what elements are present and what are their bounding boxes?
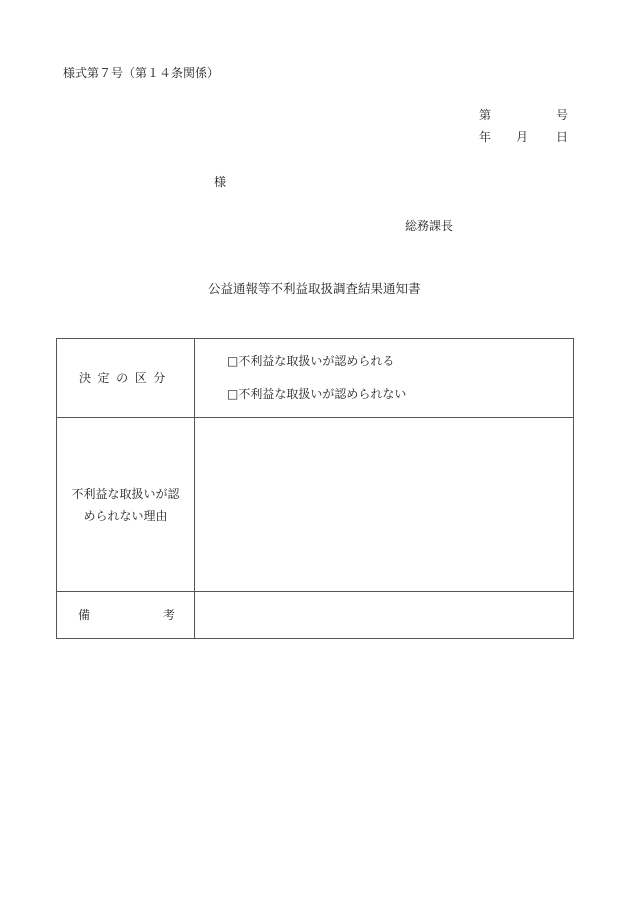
decision-options-cell [195, 339, 574, 418]
remarks-field[interactable] [195, 592, 574, 639]
date-day-label: 日 [556, 130, 569, 144]
reason-row [57, 418, 574, 592]
addressee-honorific: 様 [214, 175, 227, 189]
reason-label [57, 418, 195, 592]
remarks-label [57, 592, 195, 639]
result-table [56, 338, 574, 639]
document-title: 公益通報等不利益取扱調査結果通知書 [208, 281, 421, 296]
document-number-prefix: 第 [479, 108, 492, 122]
decision-label: 決定の区分 [57, 339, 195, 418]
remarks-row [57, 592, 574, 639]
document-number-suffix: 号 [556, 108, 569, 122]
reason-field[interactable] [195, 418, 574, 592]
reason-label-line2: められない理由 [83, 508, 168, 523]
option-recognized[interactable]: □不利益な取扱いが認められる [227, 354, 395, 368]
option-not-recognized[interactable]: □不利益な取扱いが認められない [227, 387, 407, 401]
sender-title: 総務課長 [405, 219, 454, 233]
remarks-label-part2: 考 [163, 608, 176, 622]
reason-label-line1: 不利益な取扱いが認 [71, 486, 180, 501]
remarks-label-part1: 備 [78, 608, 91, 622]
date-month-label: 月 [516, 130, 529, 144]
decision-row [57, 339, 574, 418]
form-number: 様式第７号（第１４条関係） [63, 66, 220, 80]
date-year-label: 年 [479, 130, 492, 144]
